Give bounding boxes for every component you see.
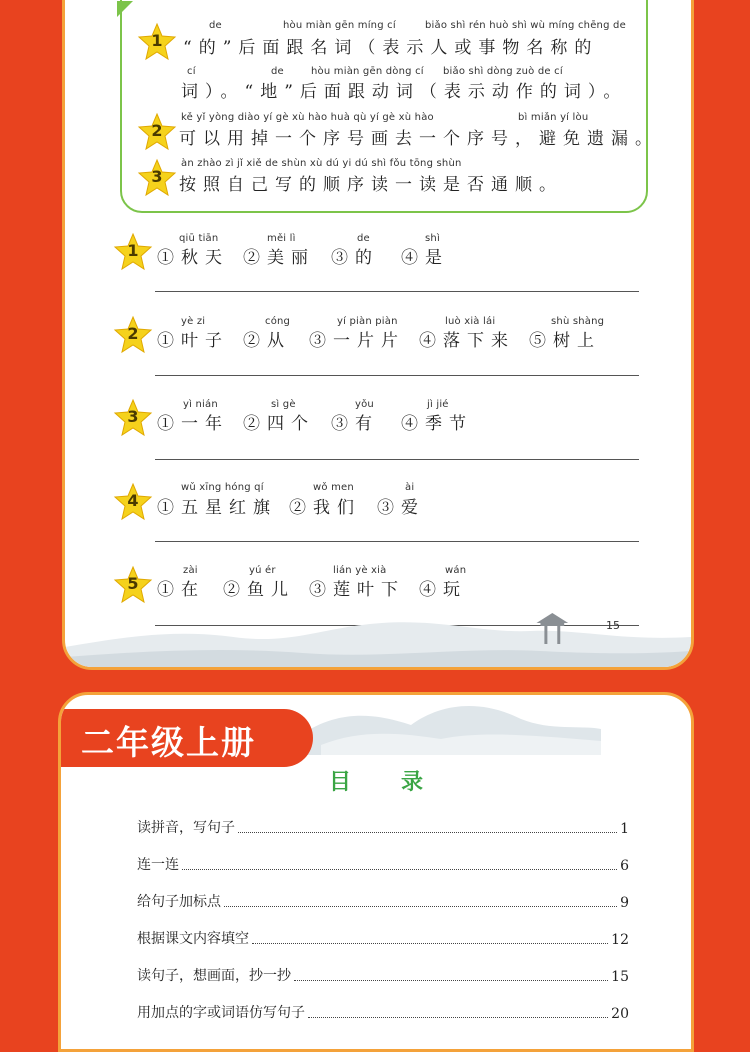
word-card: ②我们 [289, 498, 361, 518]
tip-text: 按照自己写的顺序读一读是否通顺。 [179, 175, 563, 195]
star-icon [113, 232, 153, 272]
word-card: ③莲叶下 [309, 580, 405, 600]
tips-corner-marker [117, 1, 133, 17]
toc-entry[interactable] [137, 1002, 629, 1022]
answer-line[interactable] [155, 541, 639, 542]
toc-title: 目录 [329, 770, 474, 795]
pinyin: zài [183, 565, 198, 576]
pinyin: hòu miàn gēn dòng cí [311, 66, 424, 77]
pinyin: ài [405, 482, 415, 493]
word-card: ①叶子 [157, 331, 229, 351]
pinyin: sì gè [271, 399, 296, 410]
pinyin: àn zhào zì jǐ xiě de shùn xù dú yi dú shì fǒu tōng shùn [181, 158, 462, 169]
tip-number: 3 [151, 167, 163, 186]
star-icon [113, 315, 153, 355]
toc-entry-page: 15 [611, 969, 629, 985]
word-card: ③一片片 [309, 331, 405, 351]
star-icon [113, 398, 153, 438]
mountain-decoration [301, 695, 601, 755]
answer-line[interactable] [155, 375, 639, 376]
pinyin: yì nián [183, 399, 218, 410]
word-card: ②从 [243, 331, 291, 351]
pinyin: lián yè xià [333, 565, 387, 576]
worksheet-page [62, 0, 694, 670]
star-icon [137, 158, 177, 198]
exercise-number: 1 [127, 241, 139, 260]
toc-entry-title: 根据课文内容填空 [137, 931, 249, 947]
toc-entry-page: 1 [620, 821, 629, 837]
pinyin: cí [187, 66, 196, 77]
table-of-contents-page [58, 692, 694, 1052]
tip-number: 2 [151, 121, 163, 140]
pinyin: de [209, 20, 222, 31]
toc-entry-page: 6 [620, 858, 629, 874]
word-card: ①一年 [157, 414, 229, 434]
tip-number: 1 [151, 31, 163, 50]
word-card: ③有 [331, 414, 379, 434]
leader-dots [182, 869, 617, 870]
word-card: ④玩 [419, 580, 467, 600]
pinyin: de [271, 66, 284, 77]
pinyin: wǔ xīng hóng qí [181, 482, 264, 493]
exercise-number: 2 [127, 324, 139, 343]
pinyin: yí piàn piàn [337, 316, 398, 327]
exercise-number: 4 [127, 491, 139, 510]
word-card: ⑤树上 [529, 331, 601, 351]
star-icon [137, 22, 177, 62]
toc-entry-title: 连一连 [137, 857, 179, 873]
pinyin: de [357, 233, 370, 244]
leader-dots [224, 906, 617, 907]
pinyin: yè zi [181, 316, 206, 327]
star-icon [113, 565, 153, 605]
answer-line[interactable] [155, 291, 639, 292]
pinyin: jì jié [427, 399, 449, 410]
pinyin: biǎo shì rén huò shì wù míng chēng de [425, 20, 626, 31]
exercise-number: 3 [127, 407, 139, 426]
leader-dots [252, 943, 608, 944]
word-card: ①五星红旗 [157, 498, 277, 518]
toc-entry-title: 给句子加标点 [137, 894, 221, 910]
toc-entry[interactable] [137, 854, 629, 874]
toc-entry[interactable] [137, 891, 629, 911]
word-card: ②鱼儿 [223, 580, 295, 600]
word-card: ④是 [401, 248, 449, 268]
pinyin: shù shàng [551, 316, 605, 327]
star-icon [137, 112, 177, 152]
pinyin: luò xià lái [445, 316, 496, 327]
pinyin: měi lì [267, 233, 296, 244]
leader-dots [294, 980, 608, 981]
leader-dots [308, 1017, 608, 1018]
pinyin: hòu miàn gēn míng cí [283, 20, 396, 31]
pinyin: yú ér [249, 565, 276, 576]
pinyin: yǒu [355, 399, 374, 410]
exercise-number: 5 [127, 574, 139, 593]
mountain-landscape-decoration [65, 607, 691, 667]
pinyin: shì [425, 233, 440, 244]
toc-entry-title: 读拼音，写句子 [137, 820, 235, 836]
word-card: ①秋天 [157, 248, 229, 268]
tip-text: “的”后面跟名词（表示人或事物名称的 [183, 38, 599, 58]
tip-text: 词）。“地”后面跟动词（表示动作的词）。 [181, 82, 628, 102]
pinyin: kě yǐ yòng diào yí gè xù hào huà qù yí gè xù hào [181, 112, 434, 123]
toc-entry-page: 12 [611, 932, 629, 948]
toc-entry[interactable] [137, 928, 629, 948]
pinyin: wán [445, 565, 467, 576]
word-card: ③爱 [377, 498, 425, 518]
toc-entry-title: 用加点的字或词语仿写句子 [137, 1005, 305, 1021]
answer-line[interactable] [155, 459, 639, 460]
pinyin: biǎo shì dòng zuò de cí [443, 66, 563, 77]
grade-section-label: 二年级上册 [81, 723, 256, 762]
toc-entry-page: 20 [611, 1006, 629, 1022]
toc-entry-page: 9 [620, 895, 629, 911]
pinyin: wǒ men [313, 482, 354, 493]
grade-section-tag [61, 709, 313, 767]
tip-text: 可以用掉一个序号画去一个序号，避免遗漏。 [179, 129, 659, 149]
word-card: ②美丽 [243, 248, 315, 268]
star-icon [113, 482, 153, 522]
toc-entry[interactable] [137, 817, 629, 837]
pinyin: qiū tiān [179, 233, 219, 244]
toc-entry[interactable] [137, 965, 629, 985]
pinyin: cóng [265, 316, 291, 327]
word-card: ③的 [331, 248, 379, 268]
word-card: ④落下来 [419, 331, 515, 351]
word-card: ②四个 [243, 414, 315, 434]
page-number: 15 [606, 619, 620, 632]
pinyin: bì miǎn yí lòu [518, 112, 589, 123]
toc-entry-title: 读句子，想画面，抄一抄 [137, 968, 291, 984]
word-card: ①在 [157, 580, 205, 600]
leader-dots [238, 832, 617, 833]
word-card: ④季节 [401, 414, 473, 434]
